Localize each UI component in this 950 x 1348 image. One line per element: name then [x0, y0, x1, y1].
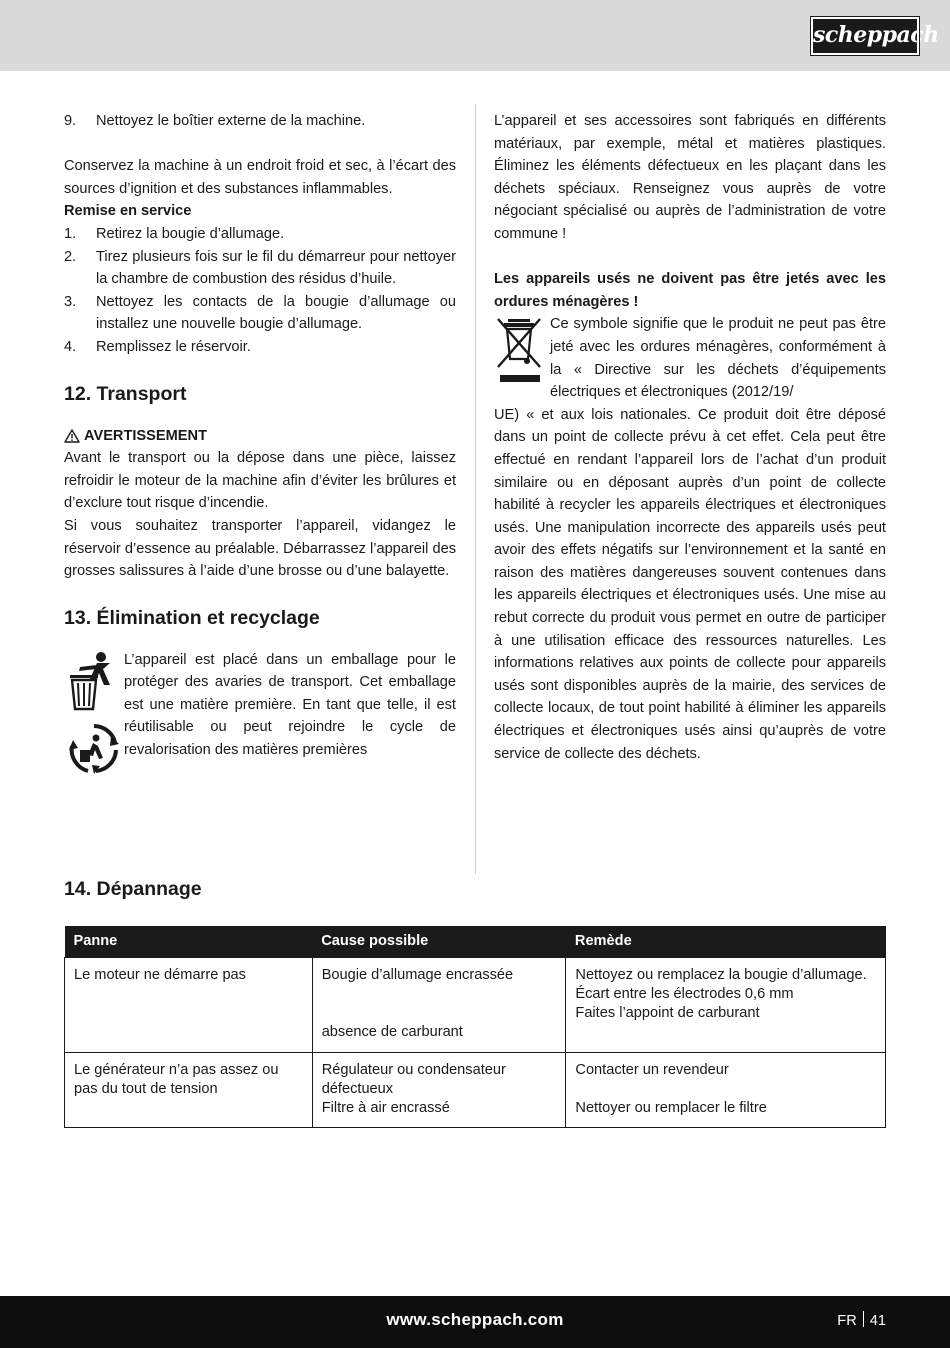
packaging-paragraph: L’appareil est placé dans un emballage pour le protéger des avaries de transport. Cet emballage est une matière première. En tant que telle, il est réutilisable ou peut rejoindre le cycle de revalorisation des matières premières	[124, 651, 456, 759]
step-number: 4.	[64, 338, 77, 355]
footer-bar	[0, 1296, 950, 1348]
weee-title: Les appareils usés ne doivent pas être jetés avec les ordures ménagères !	[494, 271, 886, 310]
weee-block	[494, 313, 886, 403]
column-divider	[475, 104, 476, 874]
table-header-row	[65, 926, 886, 957]
remede-cell	[566, 957, 886, 1052]
weee-paragraph-continued: UE) « et aux lois nationales. Ce produit doit être déposé dans un point de collecte prévu à cet effet. Cela peut être effectué en rendant l’appareil lors de l’achat d’un produit similaire ou en déposant auprès d’un point de collecte habilité à recycler les appareils électriques et électroniques usés. Une manipulation incorrecte des appareils usés peut avoir des effets négatifs sur l’environnement et la santé en raison des matières dangereuses souvent contenues dans les appareils électriques et électroniques usés. Une mise au rebut correcte du produit vous permet en outre de participer à une utilisation efficace des ressources naturelles. Les informations relatives aux points de collecte pour appareils usés sont disponibles auprès de la mairie, des services de collecte locaux, de tout point habilité à éliminer les appareils électriques et électroniques usés ainsi qu’auprès de votre service de collecte des déchets.	[494, 406, 886, 762]
column-header: Panne	[65, 926, 313, 957]
step-number: 1.	[64, 225, 77, 242]
header-bar	[0, 0, 950, 71]
restart-step	[64, 223, 456, 246]
step-text: Nettoyez le boîtier externe de la machine.	[96, 113, 366, 129]
scheppach-logo: scheppach	[811, 17, 919, 55]
cell-text: Filtre à air encrassé	[321, 1099, 450, 1116]
cause-cell	[312, 957, 566, 1052]
crossed-out-wheelie-bin-icon	[494, 315, 546, 387]
transport-paragraph: Si vous souhaitez transporter l’appareil, vidangez le réservoir d’essence au préalable. Débarrassez l’appareil des grosses salissures à l’aide d’une brosse ou d’une balayette.	[64, 517, 456, 580]
panne-cell	[65, 957, 313, 1052]
weee-paragraph-start: Ce symbole signifie que le produit ne peut pas être jeté avec les ordures ménagères, conformément à la « Directive sur les déchets d’équipements électriques et électroniques (2012/19/	[550, 316, 886, 401]
table-row	[65, 1052, 886, 1127]
restart-step	[64, 336, 456, 359]
warning-title-text: AVERTISSEMENT	[84, 427, 207, 444]
cell-text: Nettoyez ou remplacez la bougie d’allumage.	[575, 966, 867, 983]
step-text: Tirez plusieurs fois sur le fil du démarreur pour nettoyer la chambre de combustion des résidus d’huile.	[96, 248, 456, 288]
warning-triangle-icon	[64, 429, 80, 443]
section-heading-transport: 12. Transport	[64, 382, 187, 405]
page-separator	[863, 1311, 864, 1327]
website-link[interactable]: www.scheppach.com	[386, 1310, 564, 1329]
step-number: 2.	[64, 248, 77, 265]
troubleshooting-table	[64, 926, 886, 1128]
page-number: 41	[869, 1313, 886, 1329]
page-indicator	[837, 1311, 886, 1331]
step-text: Remplissez le réservoir.	[96, 338, 251, 355]
cell-text: Le générateur n’a pas assez ou pas du tout de tension	[74, 1061, 279, 1097]
cell-text: Faites l’appoint de carburant	[575, 1004, 760, 1021]
cell-text: Bougie d’allumage encrassée	[321, 966, 514, 983]
restart-step	[64, 246, 456, 291]
warning-title	[64, 425, 456, 448]
left-column	[64, 110, 456, 779]
packaging-recycling-block	[64, 649, 456, 779]
cause-cell	[312, 1052, 566, 1127]
column-header: Cause possible	[312, 926, 566, 957]
section-heading-recycling: 13. Élimination et recyclage	[64, 606, 320, 629]
restart-step	[64, 291, 456, 336]
step-number: 9.	[64, 113, 77, 129]
dustbin-person-icon	[66, 649, 122, 711]
remede-cell	[566, 1052, 886, 1127]
table-row	[65, 957, 886, 1052]
materials-paragraph: L’appareil et ses accessoires sont fabriqués en différents matériaux, par exemple, métal et matières plastiques. Éliminez les éléments défectueux en les plaçant dans les déchets spéciaux. Renseignez vous auprès de votre négociant spécialisé ou auprès de l’administration de votre commune !	[494, 113, 886, 242]
cell-text: Régulateur ou condensateur défectueux	[321, 1061, 506, 1097]
right-column	[494, 110, 886, 765]
cell-text: Contacter un revendeur	[575, 1061, 729, 1078]
cell-text: Écart entre les électrodes 0,6 mm	[575, 985, 794, 1002]
maintenance-step-9	[64, 110, 456, 133]
step-text: Retirez la bougie d’allumage.	[96, 225, 285, 242]
panne-cell	[65, 1052, 313, 1127]
cell-text: absence de carburant	[321, 1023, 463, 1040]
warning-paragraph: Avant le transport ou la dépose dans une pièce, laissez refroidir le moteur de la machine afin d’éviter les brûlures et d’exclure tout risque d’incendie.	[64, 450, 456, 512]
cell-text: Le moteur ne démarre pas	[74, 966, 246, 983]
step-text: Nettoyez les contacts de la bougie d’allumage ou installez une nouvelle bougie d’allumage.	[96, 293, 456, 333]
column-header: Remède	[566, 926, 886, 957]
cell-text: Nettoyer ou remplacer le filtre	[575, 1099, 767, 1116]
storage-paragraph: Conservez la machine à un endroit froid et sec, à l’écart des sources d’ignition et des substances inflammables.	[64, 158, 456, 197]
recycle-person-icon	[66, 722, 122, 776]
section-heading-troubleshooting: 14. Dépannage	[64, 878, 202, 900]
step-number: 3.	[64, 293, 77, 310]
restart-title: Remise en service	[64, 203, 192, 220]
recycling-icons	[66, 649, 122, 784]
language-code: FR	[837, 1313, 857, 1329]
